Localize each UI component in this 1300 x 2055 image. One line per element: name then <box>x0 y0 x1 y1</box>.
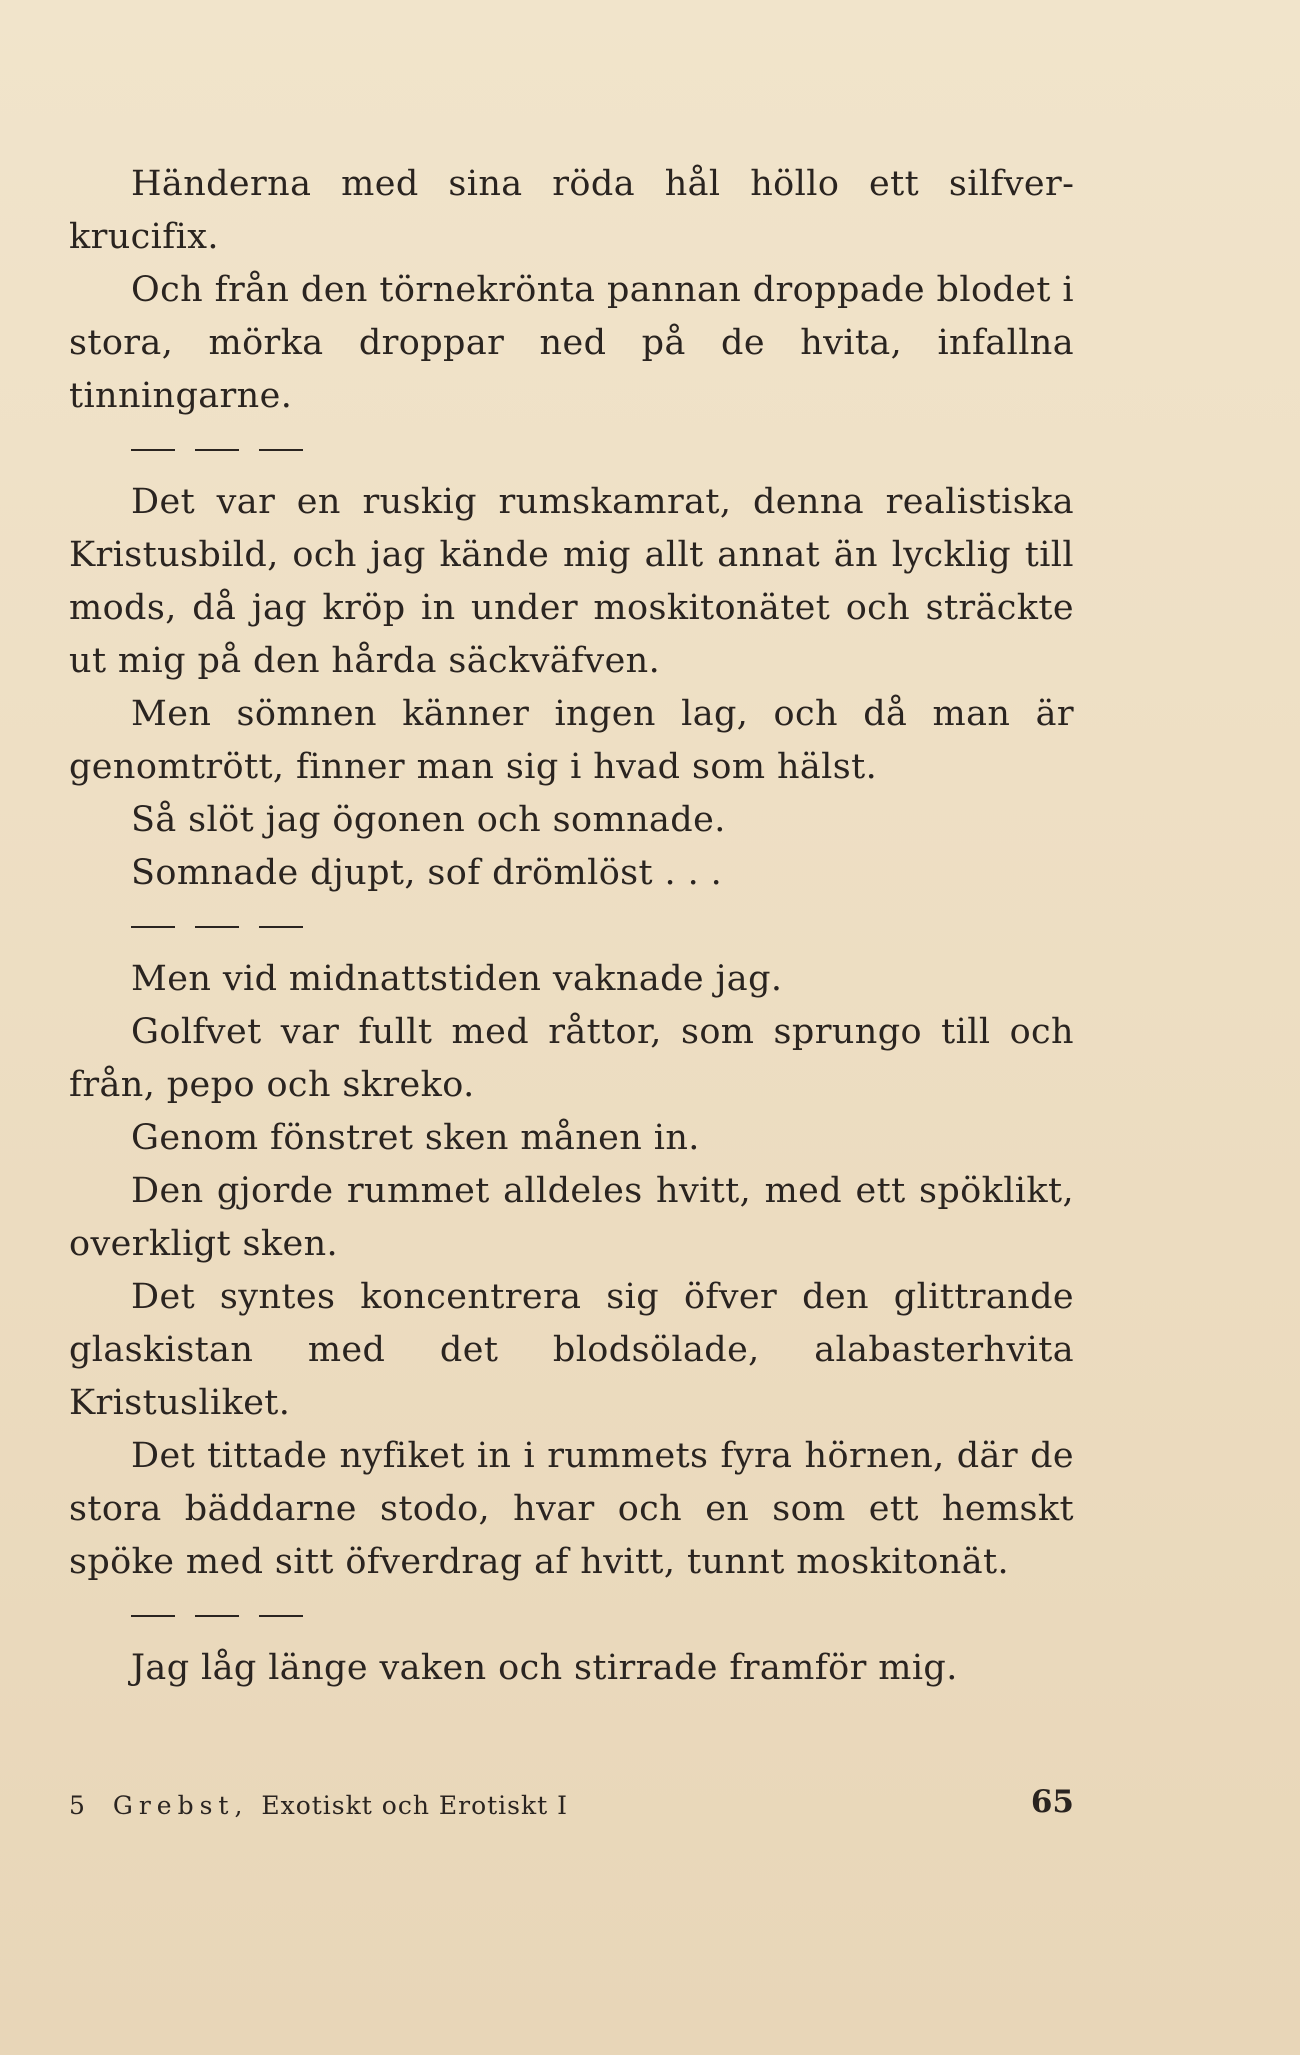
section-separator <box>131 900 1074 953</box>
separator-dash <box>131 926 175 928</box>
paragraph: Genom fönstret sken månen in. <box>131 1118 700 1158</box>
paragraph: Men sömnen känner ingen lag, och då man är genomtrött, finner man sig i hvad som hälst. <box>69 694 1074 787</box>
separator-dash <box>259 1615 303 1617</box>
signature-number: 5 <box>69 1791 86 1820</box>
page-number: 65 <box>1030 1784 1074 1820</box>
paragraph: Jag låg länge vaken och stirrade framför mig. <box>131 1648 958 1688</box>
separator-dash <box>195 449 239 451</box>
page-footer <box>69 1786 1074 1826</box>
separator-dash <box>195 926 239 928</box>
paragraph: Det tittade nyfiket in i rummets fyra hörnen, där de stora bäddarne stodo, hvar och en som ett hemskt spöke med sitt öfverdrag af hvitt, tunnt moskitonät. <box>69 1436 1074 1582</box>
printer-signature <box>69 1786 568 1826</box>
paragraph: Somnade djupt, sof drömlöst . . . <box>131 853 723 893</box>
paragraph: Så slöt jag ögonen och somnade. <box>131 800 726 840</box>
paragraph: Det var en ruskig rumskamrat, denna realistiska Kristusbild, och jag kände mig allt annat än lycklig till mods, då jag kröp in under moskitonätet och sträckte ut mig på den hårda säckväfven. <box>69 482 1074 681</box>
work-title: Exotiskt och Erotiskt I <box>261 1791 569 1820</box>
body-text <box>69 158 1074 1695</box>
separator-dash <box>259 449 303 451</box>
paragraph: Händerna med sina röda hål höllo ett silfverkrucifix. <box>69 164 1074 257</box>
paragraph: Och från den törnekrönta pannan droppade blodet i stora, mörka droppar ned på de hvita, infallna tinningarne. <box>69 270 1074 416</box>
paragraph: Det syntes koncentrera sig öfver den glittrande glaskistan med det blodsölade, alabasterhvita Kristusliket. <box>69 1277 1074 1423</box>
section-separator <box>131 1589 1074 1642</box>
section-separator <box>131 423 1074 476</box>
separator-dash <box>131 449 175 451</box>
separator-dash <box>259 926 303 928</box>
author-name: Grebst, <box>112 1791 249 1820</box>
paragraph: Golfvet var fullt med råttor, som sprungo till och från, pepo och skreko. <box>69 1012 1074 1105</box>
paragraph: Men vid midnattstiden vaknade jag. <box>131 959 783 999</box>
paragraph: Den gjorde rummet alldeles hvitt, med ett spöklikt, overkligt sken. <box>69 1171 1074 1264</box>
separator-dash <box>195 1615 239 1617</box>
separator-dash <box>131 1615 175 1617</box>
